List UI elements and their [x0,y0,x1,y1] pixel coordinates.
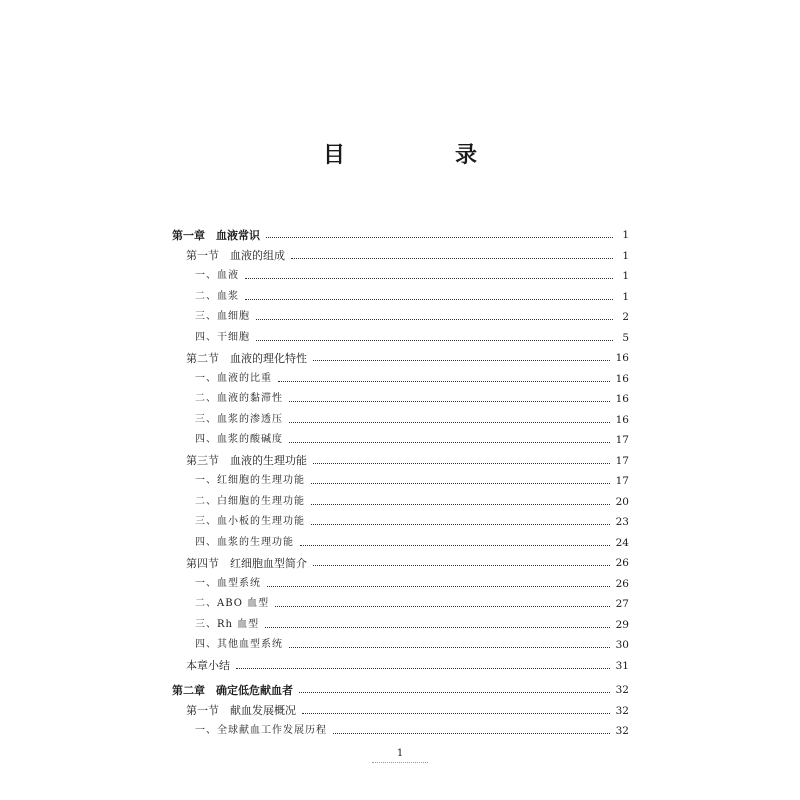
toc-entry-number: 第一节 [186,704,219,718]
toc-entry-item[interactable] [172,512,629,533]
toc-entry-item[interactable] [172,574,629,595]
toc-entry-label [195,415,283,425]
toc-entry-text: 二、白细胞的生理功能 [195,495,305,507]
toc-entry-item[interactable] [172,721,629,742]
dot-leader [333,732,610,734]
toc-entry-section[interactable] [172,553,629,574]
dot-leader [267,585,610,587]
toc-entry-chapter[interactable] [172,680,629,701]
dot-leader [313,462,610,464]
dot-leader [302,712,610,714]
footer-rule [372,762,428,765]
toc-entry-label [195,579,261,589]
toc-page-number: 16 [615,372,629,385]
dot-leader [245,298,613,300]
toc-entry-text: 红细胞血型简介 [230,556,307,570]
toc-entry-label [195,476,305,486]
toc-entry-item[interactable] [172,430,629,451]
table-of-contents [172,225,629,742]
toc-page-number: 20 [615,495,629,508]
dot-leader [245,277,613,279]
toc-entry-text: 三、血小板的生理功能 [195,516,305,528]
toc-page-number: 5 [622,331,629,344]
toc-entry-text: 二、血浆 [195,290,239,302]
toc-entry-item[interactable] [172,635,629,656]
toc-entry-item[interactable] [172,492,629,513]
toc-entry-item[interactable] [172,389,629,410]
toc-entry-text: 四、干细胞 [195,331,250,343]
toc-entry-item[interactable] [172,328,629,349]
toc-entry-label [195,726,327,736]
dot-leader [266,236,613,238]
toc-entry-label [195,599,269,609]
toc-entry-label [186,558,307,569]
toc-page-number: 23 [615,516,629,528]
toc-entry-summary[interactable] [172,656,629,677]
dot-leader [256,339,613,341]
toc-entry-text: 血液常识 [216,228,260,242]
dot-leader [289,400,610,402]
dot-leader [311,482,610,484]
toc-entry-text: 二、ABO 血型 [195,598,270,610]
toc-entry-number: 第一节 [186,249,219,263]
page-number: 1 [396,748,404,759]
toc-entry-text: 血液的生理功能 [230,454,307,468]
toc-entry-text: 本章小结 [186,659,230,673]
toc-page-number: 1 [622,290,629,303]
toc-page-number: 26 [615,557,629,569]
dot-leader [236,667,610,669]
toc-entry-label [186,660,230,671]
toc-entry-label [195,497,305,507]
toc-entry-label [195,538,294,548]
toc-entry-number: 第四节 [186,556,219,570]
dot-leader [278,380,610,382]
toc-entry-number: 第一章 [172,228,205,242]
toc-page-number: 16 [615,413,629,426]
toc-entry-item[interactable] [172,615,629,636]
toc-entry-label [172,230,260,241]
dot-leader [289,646,610,648]
toc-entry-item[interactable] [172,594,629,615]
toc-page-number: 32 [615,704,629,717]
toc-entry-number: 第二章 [172,683,205,697]
toc-entry-text: 三、血细胞 [195,311,250,323]
toc-entry-label [195,312,250,322]
dot-leader [313,564,610,566]
dot-leader [311,523,610,525]
toc-entry-item[interactable] [172,287,629,308]
dot-leader [300,544,610,546]
toc-entry-section[interactable] [172,701,629,722]
toc-entry-item[interactable] [172,533,629,554]
toc-entry-text: 二、血液的黏滞性 [195,393,283,405]
toc-page-number: 16 [615,393,629,405]
toc-entry-label [172,685,293,696]
toc-entry-label [195,292,239,302]
toc-entry-text: 献血发展概况 [230,704,296,718]
dot-leader [256,318,613,320]
toc-entry-number: 第三节 [186,454,219,468]
toc-page-number: 24 [615,536,629,549]
toc-entry-item[interactable] [172,471,629,492]
toc-entry-text: 血液的理化特性 [230,351,307,365]
dot-leader [313,359,610,361]
toc-page-number: 1 [622,229,629,241]
toc-page-number: 1 [622,249,629,262]
dot-leader [311,503,610,505]
dot-leader [299,691,610,693]
toc-page-number: 1 [622,270,629,282]
toc-page-number: 26 [615,577,629,590]
toc-page-number: 30 [615,639,629,651]
toc-page-number: 2 [622,311,629,323]
toc-entry-label [195,333,250,343]
toc-entry-label [195,394,283,404]
toc-entry-text: 三、血浆的渗透压 [195,413,283,425]
toc-entry-chapter[interactable] [172,225,629,246]
toc-entry-label [186,353,307,364]
toc-entry-section[interactable] [172,451,629,472]
toc-entry-text: 一、血液的比重 [195,372,272,384]
toc-entry-label [186,705,296,716]
toc-page-number: 32 [615,725,629,737]
toc-page-number: 29 [615,618,629,631]
toc-entry-label [195,271,239,281]
toc-entry-label [186,250,285,261]
toc-entry-text: 一、血液 [195,270,239,282]
dot-leader [265,626,609,628]
toc-entry-text: 确定低危献血者 [216,683,293,697]
toc-entry-item[interactable] [172,307,629,328]
dot-leader [289,441,610,443]
dot-leader [275,605,609,607]
toc-entry-text: 四、血浆的生理功能 [195,536,294,548]
toc-page-number: 31 [615,659,629,672]
dot-leader [289,421,610,423]
toc-entry-text: 一、血型系统 [195,577,261,589]
toc-entry-number: 第二节 [186,351,219,365]
toc-entry-item[interactable] [172,410,629,431]
toc-page-number: 17 [615,434,629,446]
toc-entry-text: 四、血浆的酸碱度 [195,434,283,446]
toc-entry-text: 血液的组成 [230,249,285,263]
toc-entry-text: 一、全球献血工作发展历程 [195,725,327,737]
toc-entry-label [195,620,259,630]
toc-entry-label [195,517,305,527]
toc-entry-section[interactable] [172,348,629,369]
toc-entry-section[interactable] [172,246,629,267]
page-title: 目 录 [322,142,521,168]
toc-entry-text: 四、其他血型系统 [195,639,283,651]
toc-entry-label [195,374,272,384]
toc-page-number: 17 [615,475,629,487]
toc-entry-label [186,455,307,466]
toc-page-number: 32 [615,684,629,696]
toc-page-number: 27 [615,598,629,610]
toc-entry-text: 一、红细胞的生理功能 [195,475,305,487]
dot-leader [291,257,613,259]
toc-entry-item[interactable] [172,266,629,287]
toc-entry-label [195,435,283,445]
toc-page-number: 16 [615,352,629,364]
toc-page-number: 17 [615,454,629,467]
toc-entry-text: 三、Rh 血型 [195,618,260,630]
toc-entry-item[interactable] [172,369,629,390]
toc-entry-label [195,640,283,650]
